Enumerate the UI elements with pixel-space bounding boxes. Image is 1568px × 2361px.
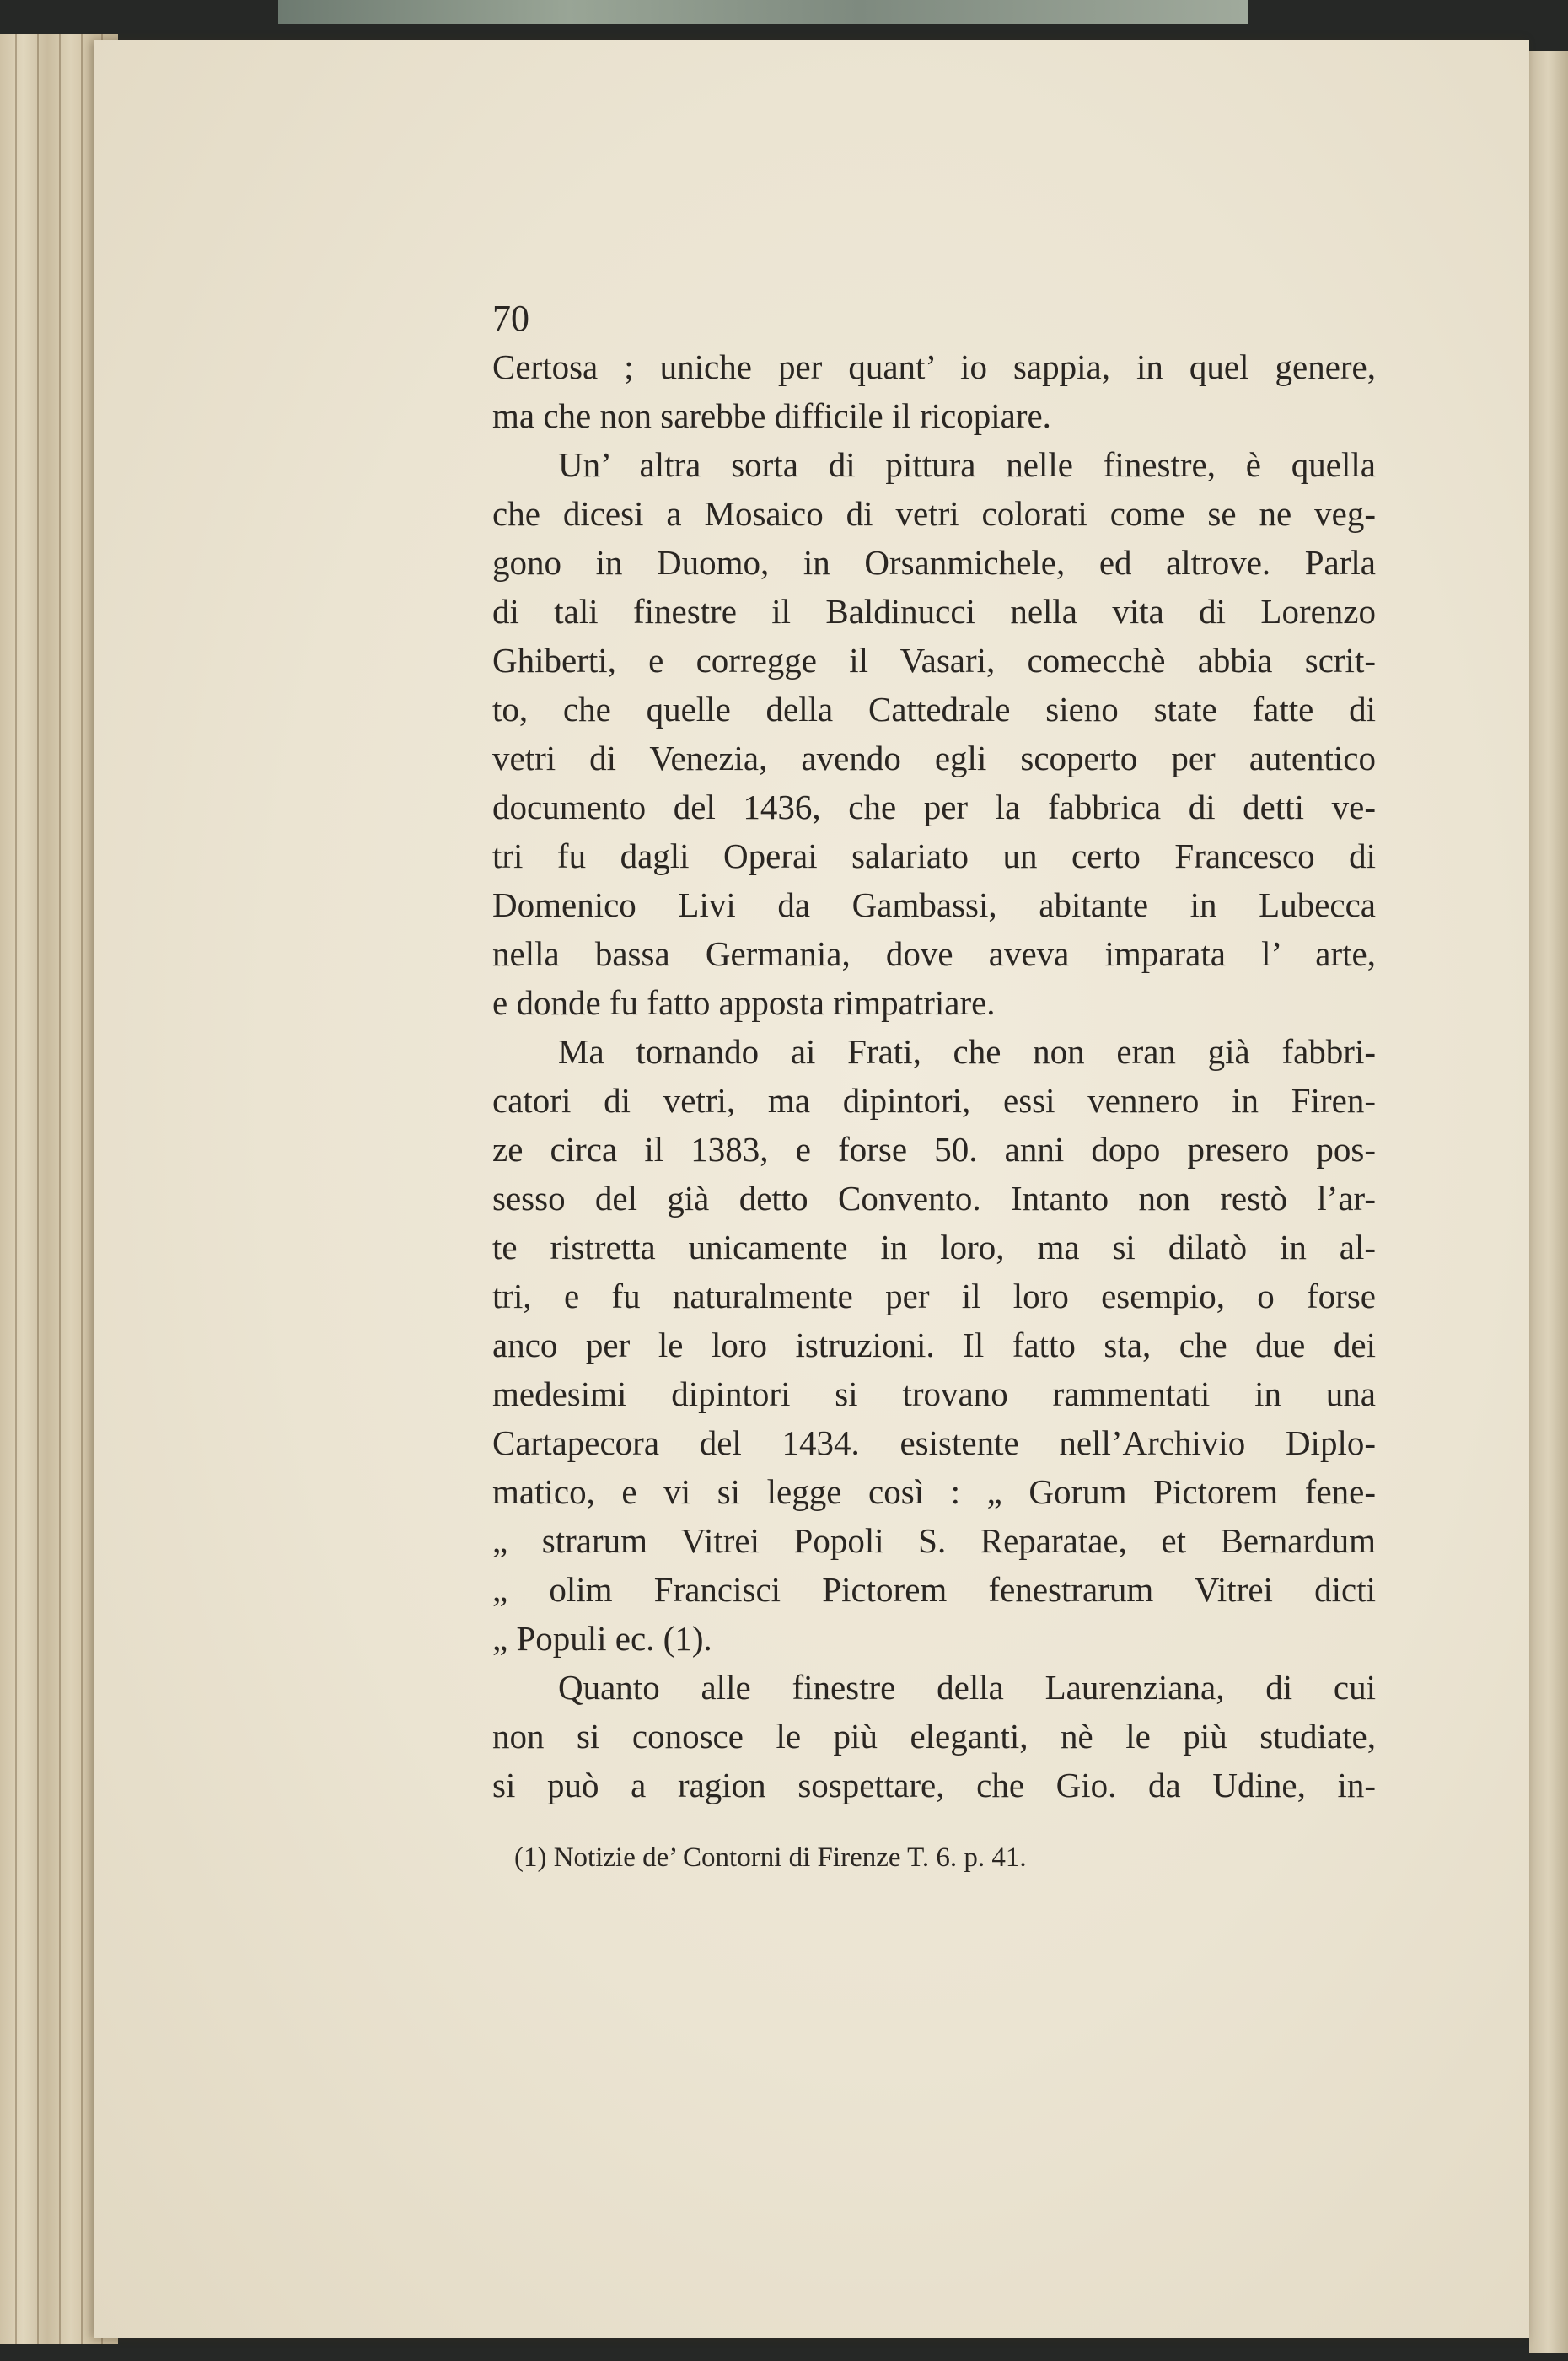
text-line: non si conosce le più eleganti, nè le più studiate, xyxy=(492,1717,1376,1756)
text-line: Certosa ; uniche per quant’ io sappia, in quel genere, xyxy=(492,347,1376,386)
text-line: anco per le loro istruzioni. Il fatto sta, che due dei xyxy=(492,1326,1376,1364)
text-line: gono in Duomo, in Orsanmichele, ed altrove. Parla xyxy=(492,543,1376,582)
text-line: „ Populi ec. (1). xyxy=(492,1619,712,1658)
text-line: nella bassa Germania, dove aveva imparata l’ arte, xyxy=(492,934,1376,973)
text-line: to, che quelle della Cattedrale sieno state fatte di xyxy=(492,690,1376,729)
text-line: tri, e fu naturalmente per il loro esempio, o forse xyxy=(492,1277,1376,1315)
text-line: vetri di Venezia, avendo egli scoperto per autentico xyxy=(492,739,1376,777)
text-line: Un’ altra sorta di pittura nelle finestre, è quella xyxy=(558,445,1376,484)
text-line: Ghiberti, e corregge il Vasari, comecchè abbia scrit- xyxy=(492,641,1376,680)
right-page-edge xyxy=(1529,51,1568,2353)
page-number: 70 xyxy=(492,298,529,339)
text-line: „ strarum Vitrei Popoli S. Reparatae, et Bernardum xyxy=(492,1521,1376,1560)
text-line: ma che non sarebbe difficile il ricopiare. xyxy=(492,396,1051,435)
text-line: catori di vetri, ma dipintori, essi vennero in Firen- xyxy=(492,1081,1376,1120)
text-line: ze circa il 1383, e forse 50. anni dopo presero pos- xyxy=(492,1130,1376,1169)
footnote: (1) Notizie de’ Contorni di Firenze T. 6. p. 41. xyxy=(514,1842,1027,1873)
text-line: Ma tornando ai Frati, che non eran già fabbri- xyxy=(558,1032,1376,1071)
text-line: sesso del già detto Convento. Intanto non restò l’ar- xyxy=(492,1179,1376,1218)
text-line: di tali finestre il Baldinucci nella vita di Lorenzo xyxy=(492,592,1376,631)
text-line: „ olim Francisci Pictorem fenestrarum Vitrei dicti xyxy=(492,1570,1376,1609)
text-line: si può a ragion sospettare, che Gio. da Udine, in- xyxy=(492,1766,1376,1804)
text-line: Cartapecora del 1434. esistente nell’Archivio Diplo- xyxy=(492,1423,1376,1462)
book-cover-strip xyxy=(278,0,1248,24)
text-line: medesimi dipintori si trovano rammentati in una xyxy=(492,1374,1376,1413)
text-line: te ristretta unicamente in loro, ma si dilatò in al- xyxy=(492,1228,1376,1267)
text-line: tri fu dagli Operai salariato un certo Francesco di xyxy=(492,836,1376,875)
text-line: e donde fu fatto apposta rimpatriare. xyxy=(492,983,996,1022)
text-line: matico, e vi si legge così : „ Gorum Pictorem fene- xyxy=(492,1472,1376,1511)
text-line: Domenico Livi da Gambassi, abitante in Lubecca xyxy=(492,885,1376,924)
text-line: che dicesi a Mosaico di vetri colorati come se ne veg- xyxy=(492,494,1376,533)
text-line: Quanto alle finestre della Laurenziana, di cui xyxy=(558,1668,1376,1707)
text-line: documento del 1436, che per la fabbrica di detti ve- xyxy=(492,788,1376,826)
